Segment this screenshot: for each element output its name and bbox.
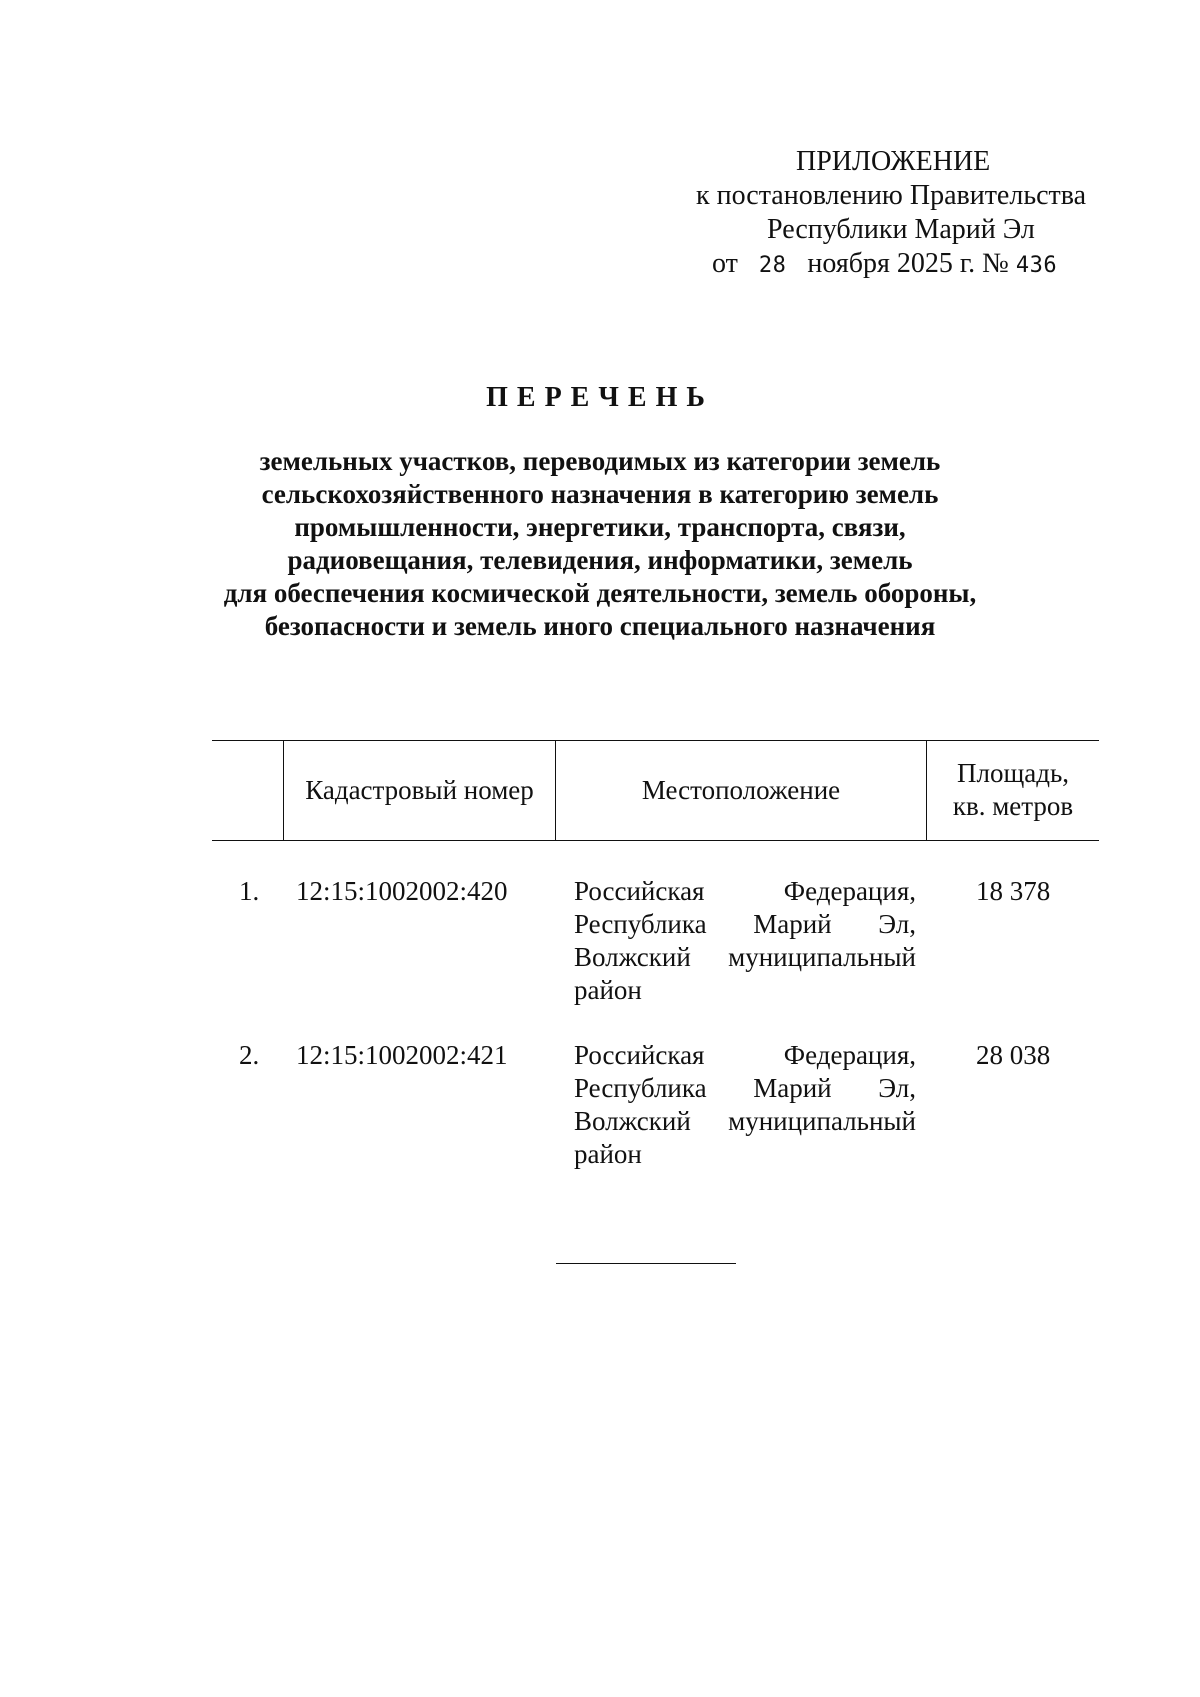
header-area-line: Площадь, [956, 758, 1070, 788]
subtitle-line: сельскохозяйственного назначения в категорию земель [261, 479, 939, 509]
location [574, 1039, 916, 1171]
header-cadastral-number: Кадастровый номер [305, 775, 534, 805]
header-location: Местоположение [641, 775, 841, 805]
date-month-year: ноября 2025 г. № [807, 248, 1009, 279]
attachment-title: ПРИЛОЖЕНИЕ [796, 146, 991, 177]
row-number: 1. [239, 876, 260, 906]
resolution-number: 436 [1015, 253, 1058, 278]
table-top-rule [212, 740, 1099, 741]
header-area-line: кв. метров [952, 791, 1074, 821]
document-title: ПЕРЕЧЕНЬ [486, 382, 714, 413]
table-header-bottom-rule [212, 840, 1099, 841]
location-line: Республика Марий Эл, [574, 1073, 916, 1103]
subtitle-line: для обеспечения космической деятельности, земель обороны, [223, 578, 977, 608]
location-line: Российская Федерация, [574, 1040, 916, 1070]
date-day: 28 [758, 253, 787, 278]
cadastral-number: 12:15:1002002:421 [296, 1040, 508, 1070]
subtitle-line: промышленности, энергетики, транспорта, связи, [294, 512, 906, 542]
attachment-resolution-line: к постановлению Правительства [696, 180, 1087, 211]
attachment-authority-line: Республики Марий Эл [767, 214, 1035, 245]
attachment-date-line [712, 248, 1057, 282]
subtitle-line: радиовещания, телевидения, информатики, земель [287, 545, 913, 575]
header-area [927, 757, 1099, 823]
location-line: Республика Марий Эл, [574, 909, 916, 939]
document-subtitle [200, 445, 1000, 643]
subtitle-line: безопасности и земель иного специального назначения [264, 611, 936, 641]
end-of-document-rule [556, 1263, 736, 1264]
row-number: 2. [239, 1040, 260, 1070]
area-value: 18 378 [976, 876, 1051, 906]
cadastral-number: 12:15:1002002:420 [296, 876, 508, 906]
location-line: район [574, 1139, 642, 1169]
location-line: Волжский муниципальный [574, 1106, 916, 1136]
location-line: Волжский муниципальный [574, 942, 916, 972]
subtitle-line: земельных участков, переводимых из категории земель [259, 446, 941, 476]
location-line: Российская Федерация, [574, 876, 916, 906]
date-prefix: от [712, 248, 738, 279]
location [574, 875, 916, 1007]
location-line: район [574, 975, 642, 1005]
area-value: 28 038 [976, 1040, 1051, 1070]
